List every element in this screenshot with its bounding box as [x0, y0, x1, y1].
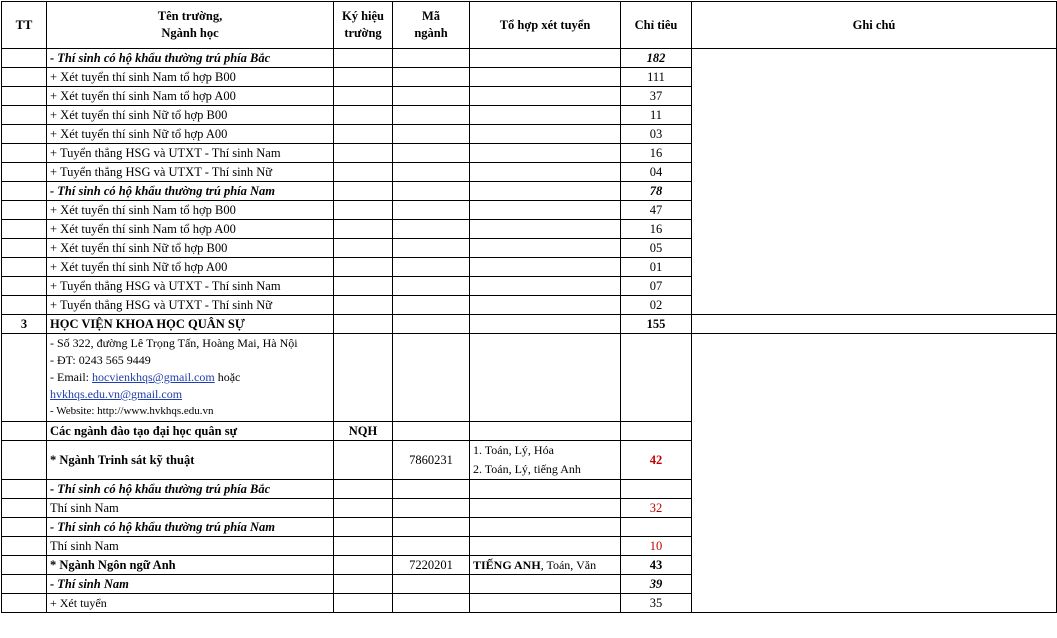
major-code: 7860231 — [393, 441, 470, 480]
table-row — [2, 144, 1057, 163]
row-label: + Tuyển thẳng HSG và UTXT - Thí sinh Nữ — [47, 296, 334, 315]
row-value: 02 — [621, 296, 692, 315]
row-value: 111 — [621, 68, 692, 87]
major-row — [2, 556, 1057, 575]
row-value: 47 — [621, 201, 692, 220]
list-item: - Thí sinh có hộ khẩu thường trú phía Nam — [2, 518, 1057, 537]
table-row — [2, 239, 1057, 258]
row-value: 78 — [621, 182, 692, 201]
table-row — [2, 258, 1057, 277]
row-value: 07 — [621, 277, 692, 296]
header-row — [2, 2, 1057, 49]
school-chitieu: 155 — [621, 315, 692, 334]
row-label: - Thí sinh có hộ khẩu thường trú phía Nam — [47, 182, 334, 201]
major-name: * Ngành Ngôn ngữ Anh — [47, 556, 334, 575]
row-value: 16 — [621, 144, 692, 163]
table-row — [2, 296, 1057, 315]
header-ten-truong: Tên trường, Ngành học — [47, 2, 334, 49]
school-contact — [47, 334, 334, 422]
major-row — [2, 441, 1057, 480]
row-label: + Xét tuyển thí sinh Nữ tổ hợp A00 — [47, 125, 334, 144]
header-ma-nganh: Mã ngành — [393, 2, 470, 49]
major-chitieu: 43 — [621, 556, 692, 575]
training-label: Các ngành đào tạo đại học quân sự — [47, 422, 334, 441]
row-value: 05 — [621, 239, 692, 258]
header-tt: TT — [2, 2, 47, 49]
table-row — [2, 87, 1057, 106]
school-tt: 3 — [2, 315, 47, 334]
major-chitieu: 42 — [621, 441, 692, 480]
admissions-table — [1, 1, 1057, 613]
table-row — [2, 125, 1057, 144]
row-label: + Tuyển thẳng HSG và UTXT - Thí sinh Nam — [47, 277, 334, 296]
header-chi-tieu: Chỉ tiêu — [621, 2, 692, 49]
table-row — [2, 220, 1057, 239]
row-value: 37 — [621, 87, 692, 106]
row-label: + Xét tuyển thí sinh Nam tổ hợp A00 — [47, 87, 334, 106]
row-label: + Xét tuyển thí sinh Nữ tổ hợp A00 — [47, 258, 334, 277]
school-phone: - ĐT: 0243 565 9449 — [50, 353, 151, 367]
row-label: + Xét tuyển thí sinh Nam tổ hợp B00 — [47, 201, 334, 220]
row-value: 11 — [621, 106, 692, 125]
table-row — [2, 68, 1057, 87]
list-item: - Thí sinh có hộ khẩu thường trú phía Bắc — [2, 480, 1057, 499]
header-ky-hieu: Ký hiệu trường — [334, 2, 393, 49]
school-website: - Website: http://www.hvkhqs.edu.vn — [50, 405, 214, 417]
table-row — [2, 201, 1057, 220]
table-row — [2, 49, 1057, 68]
major-code: 7220201 — [393, 556, 470, 575]
row-label: + Tuyển thẳng HSG và UTXT - Thí sinh Nữ — [47, 163, 334, 182]
table-row — [2, 182, 1057, 201]
previous-section-rows — [2, 49, 1057, 315]
training-row — [2, 422, 1057, 441]
row-label: + Tuyển thẳng HSG và UTXT - Thí sinh Nam — [47, 144, 334, 163]
email-link-2[interactable]: hvkhqs.edu.vn@gmail.com — [50, 387, 183, 401]
school-code: NQH — [334, 422, 393, 441]
row-label: - Thí sinh có hộ khẩu thường trú phía Bắc — [47, 49, 334, 68]
row-label: + Xét tuyển thí sinh Nam tổ hợp A00 — [47, 220, 334, 239]
row-value: 03 — [621, 125, 692, 144]
row-label: + Xét tuyển thí sinh Nữ tổ hợp B00 — [47, 239, 334, 258]
list-item: + Xét tuyển 35 — [2, 594, 1057, 613]
school-info-row — [2, 334, 1057, 422]
list-item: Thí sinh Nam 32 — [2, 499, 1057, 518]
row-label: + Xét tuyển thí sinh Nam tổ hợp B00 — [47, 68, 334, 87]
row-label: + Xét tuyển thí sinh Nữ tổ hợp B00 — [47, 106, 334, 125]
row-value: 01 — [621, 258, 692, 277]
list-item: - Thí sinh Nam 39 — [2, 575, 1057, 594]
table-row — [2, 277, 1057, 296]
list-item: Thí sinh Nam 10 — [2, 537, 1057, 556]
major-tohop: TIẾNG ANH, Toán, Văn — [470, 556, 621, 575]
email-link-1[interactable]: hocvienkhqs@gmail.com — [92, 370, 215, 384]
school-row — [2, 315, 1057, 334]
major-name: * Ngành Trinh sát kỹ thuật — [47, 441, 334, 480]
header-ghi-chu: Ghi chú — [692, 2, 1057, 49]
table-row — [2, 163, 1057, 182]
table-row — [2, 106, 1057, 125]
school-email: - Email: hocvienkhqs@gmail.com hoặc — [50, 370, 241, 384]
row-value: 04 — [621, 163, 692, 182]
row-value: 16 — [621, 220, 692, 239]
row-value: 182 — [621, 49, 692, 68]
school-address: - Số 322, đường Lê Trọng Tấn, Hoàng Mai, Hà Nội — [50, 336, 298, 350]
header-to-hop: Tổ hợp xét tuyển — [470, 2, 621, 49]
school-name: HỌC VIỆN KHOA HỌC QUÂN SỰ — [47, 315, 334, 334]
major-tohop: 1. Toán, Lý, Hóa 2. Toán, Lý, tiếng Anh — [470, 441, 621, 480]
